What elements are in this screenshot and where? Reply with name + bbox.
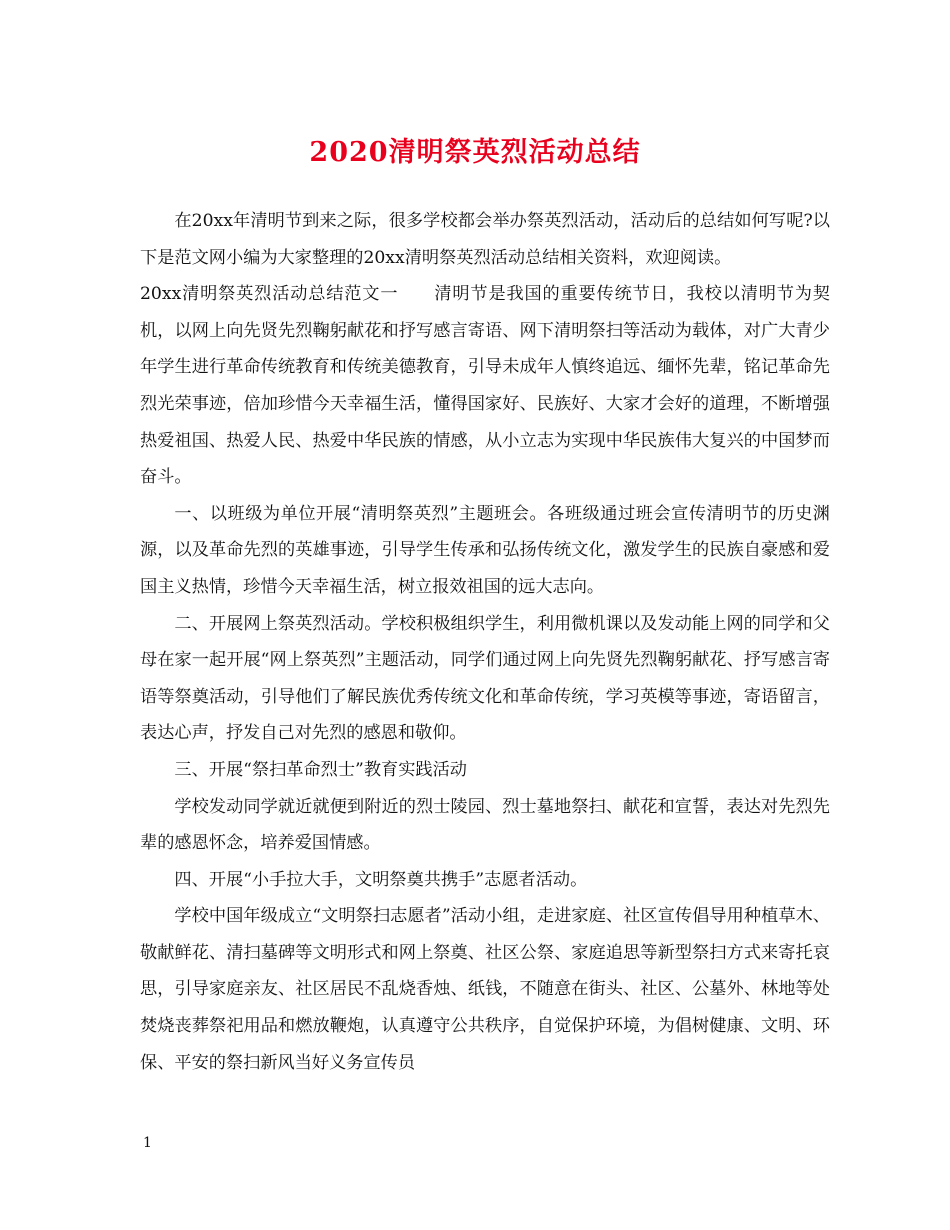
item-three-paragraph: 学校发动同学就近就便到附近的烈士陵园、烈士墓地祭扫、献花和宣誓，表达对先烈先辈的感恩怀念，培养爱国情感。 xyxy=(140,796,830,854)
item-one-paragraph: 一、以班级为单位开展“清明祭英烈”主题班会。各班级通过班会宣传清明节的历史渊源，以及革命先烈的英雄事迹，引导学生传承和弘扬传统文化，激发学生的民族自豪感和爱国主义热情，珍惜今天幸福生活，树立报效祖国的远大志向。 xyxy=(140,503,830,597)
item-two-paragraph: 二、开展网上祭英烈活动。学校积极组织学生，利用微机课以及发动能上网的同学和父母在家一起开展“网上祭英烈”主题活动，同学们通过网上向先贤先烈鞠躬献花、抒写感言寄语等祭奠活动，引导他们了解民族优秀传统文化和革命传统，学习英模等事迹，寄语留言，表达心声，抒发自己对先烈的感恩和敬仰。 xyxy=(140,613,830,744)
item-four-paragraph: 学校中国年级成立“文明祭扫志愿者”活动小组，走进家庭、社区宣传倡导用种植草木、敬献鲜花、清扫墓碑等文明形式和网上祭奠、社区公祭、家庭追思等新型祭扫方式来寄托哀思，引导家庭亲友、社区居民不乱烧香烛、纸钱，不随意在街头、社区、公墓外、林地等处焚烧丧葬祭祀用品和燃放鞭炮，认真遵守公共秩序，自觉保护环境，为倡树健康、文明、环保、平安的祭扫新风当好义务宣传员 xyxy=(140,906,830,1073)
document-body xyxy=(140,203,830,1081)
item-three-heading: 三、开展“祭扫革命烈士”教育实践活动 xyxy=(174,759,467,780)
document-title: 2020清明祭英烈活动总结 xyxy=(309,137,641,168)
section-one-paragraph: 20xx清明祭英烈活动总结范文一 清明节是我国的重要传统节日，我校以清明节为契机，以网上向先贤先烈鞠躬献花和抒写感言寄语、网下清明祭扫等活动为载体，对广大青少年学生进行革命传统教育和传统美德教育，引导未成年人慎终追远、缅怀先辈，铭记革命先烈光荣事迹，倍加珍惜今天幸福生活，懂得国家好、民族好、大家才会好的道理，不断增强热爱祖国、热爱人民、热爱中华民族的情感，从小立志为实现中华民族伟大复兴的中国梦而奋斗。 xyxy=(140,284,830,488)
page-number: 1 xyxy=(143,1135,152,1151)
intro-paragraph: 在20xx年清明节到来之际，很多学校都会举办祭英烈活动，活动后的总结如何写呢?以下是范文网小编为大家整理的20xx清明祭英烈活动总结相关资料，欢迎阅读。 xyxy=(140,211,830,268)
item-four-heading: 四、开展“小手拉大手，文明祭奠共携手”志愿者活动。 xyxy=(174,869,588,890)
